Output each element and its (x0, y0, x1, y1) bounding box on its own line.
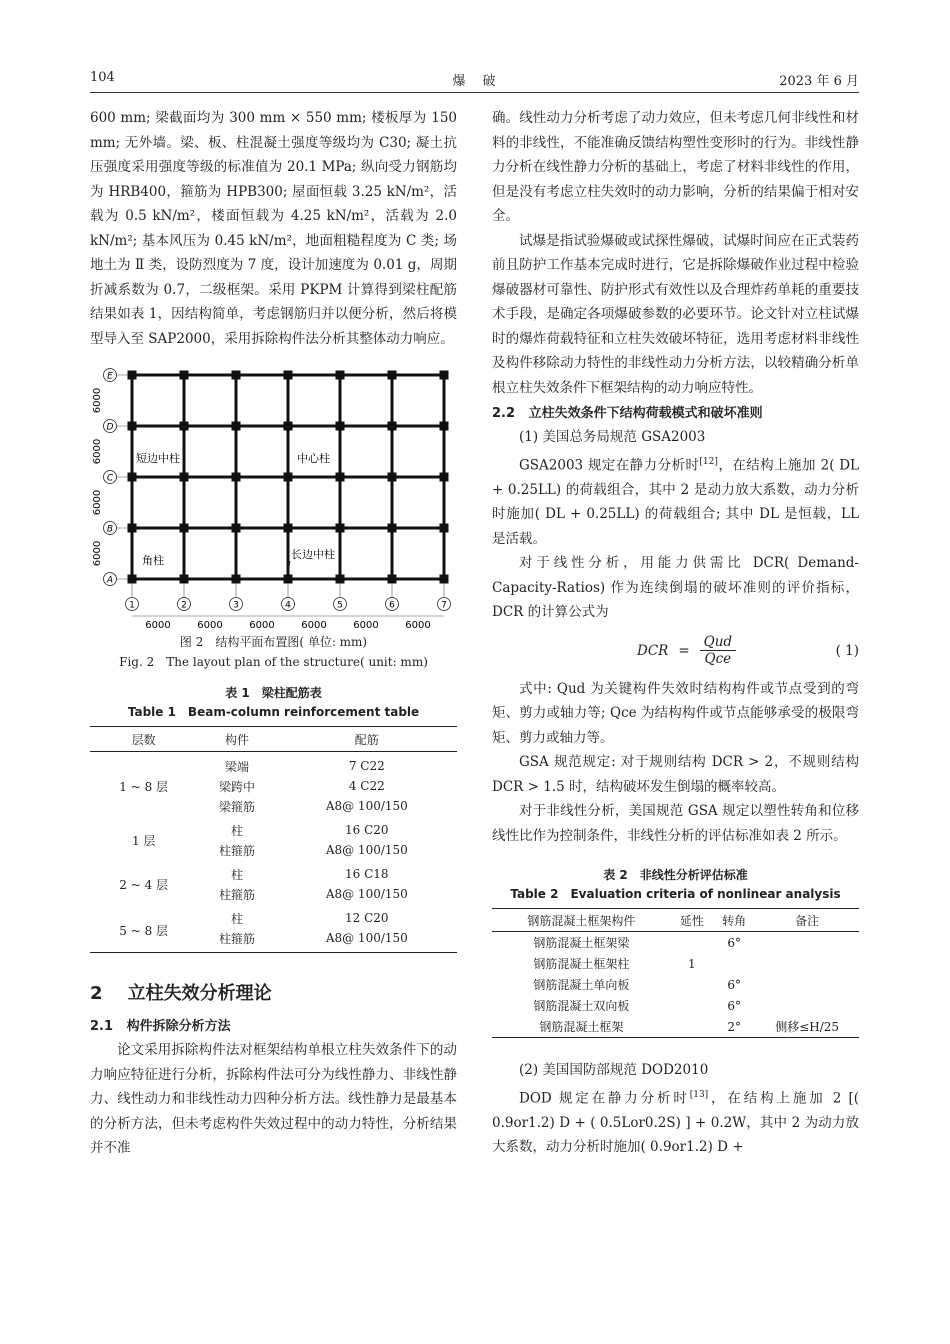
rebar-cell: 12 C20 (345, 911, 389, 925)
text-run: DOD 规定在静力分析时 (519, 1090, 690, 1106)
column-node (284, 575, 293, 584)
table-title-en: Table 2 Evaluation criteria of nonlinear analysis (510, 887, 841, 901)
page-number: 104 (90, 70, 115, 85)
column-axis-label: 6 (389, 600, 395, 611)
column-node (440, 473, 449, 482)
table-2 (492, 866, 859, 1038)
column-header: 延性 (671, 909, 713, 932)
list-item: (1) 美国总务局规范 GSA2003 (519, 429, 706, 445)
cell (713, 953, 755, 974)
label-short-edge-column: 短边中柱 (136, 452, 180, 465)
equation-fraction (700, 634, 736, 667)
issue-date: 2023 年 6 月 (779, 74, 859, 89)
cell (755, 974, 859, 995)
column-header: 备注 (755, 909, 859, 932)
label-long-edge-column: 长边中柱 (291, 548, 335, 561)
column-node (440, 371, 449, 380)
structure-plan-figure (90, 363, 457, 631)
column-dimension-label: 6000 (145, 620, 171, 631)
cell (755, 953, 859, 974)
floor-cell: 1 ~ 8 层 (119, 779, 169, 794)
citation: [12] (699, 456, 718, 467)
figure-caption-cn: 图 2 结构平面布置图( 单位: mm) (179, 635, 368, 649)
member-cell: 柱 (230, 867, 243, 882)
column-node (440, 524, 449, 533)
cell: 钢筋混凝土框架 (492, 1016, 671, 1038)
subsection-title: 构件拆除分析方法 (126, 1019, 231, 1034)
table-row (492, 995, 859, 1016)
table-row (492, 953, 859, 974)
column-axis-label: 7 (441, 600, 447, 611)
subsection-heading (90, 1015, 457, 1034)
column-axis-labels (126, 598, 451, 611)
table-row (492, 932, 859, 954)
subsection-number: 2.2 (492, 406, 516, 421)
subsection-title: 立柱失效条件下结构荷载模式和破坏准则 (528, 406, 763, 421)
member-cell: 梁跨中 (218, 779, 255, 794)
column-header: 配筋 (277, 727, 457, 752)
row-axis-label: C (106, 473, 114, 484)
row-dimension-label: 6000 (92, 489, 103, 516)
list-item: (2) 美国国防部规范 DOD2010 (519, 1062, 709, 1078)
column-header: 层数 (90, 727, 197, 752)
rebar-cell: 16 C20 (345, 823, 389, 837)
column-axis-label: 1 (129, 600, 135, 611)
column-node (128, 371, 137, 380)
rebar-cell: 16 C18 (345, 867, 389, 881)
column-dimension-label: 6000 (249, 620, 275, 631)
column-node (180, 473, 189, 482)
paragraph: 试爆是指试验爆破或试探性爆破，试爆时间应在正式装药前且防护工作基本完成时进行，它是拆除爆破作业过程中检验爆破器材可靠性、防护形式有效性以及合理炸药单耗的重要技术手段，是确定各项爆破参数的必要环节。论文针对立柱试爆时的爆炸荷载特征和立柱失效破坏特征，选用考虑材料非线性及构件移除动力特性的非线性动力分析方法，以较精确分析单根立柱失效条件下框架结构的动力响应特性。 (492, 232, 859, 396)
column-node (388, 422, 397, 431)
numerator: Qud (700, 634, 736, 651)
row-axis-label: B (106, 524, 114, 535)
column-node (440, 422, 449, 431)
column-node (232, 473, 241, 482)
cell (755, 995, 859, 1016)
denominator: Qce (704, 651, 732, 667)
floor-cell: 2 ~ 4 层 (119, 877, 169, 892)
cell (671, 995, 713, 1016)
row-axis-label: D (106, 422, 114, 433)
column-node (388, 371, 397, 380)
reinforcement-table (90, 726, 457, 953)
paragraph: 论文采用拆除构件法对框架结构单根立柱失效条件下的动力响应特征进行分析，拆除构件法可分为线性静力、非线性静力、线性动力和非线性动力四种分析方法。线性静力是最基本的分析方法，但未考虑构件失效过程中的动力特性，分析结果并不准 (90, 1042, 457, 1156)
table-title-cn: 表 1 梁柱配筋表 (225, 686, 322, 700)
column-node (388, 575, 397, 584)
column-node (336, 473, 345, 482)
column-node (440, 575, 449, 584)
paragraph: 对于非线性分析，美国规范 GSA 规定以塑性转角和位移线性比作为控制条件，非线性分析的评估标准如表 2 所示。 (492, 803, 859, 844)
table-row (90, 904, 457, 928)
table-row (492, 1016, 859, 1038)
cell: 钢筋混凝土单向板 (533, 978, 630, 992)
criteria-table (492, 908, 859, 1038)
right-column (492, 106, 859, 1160)
paragraph (492, 1083, 859, 1160)
column-node (180, 371, 189, 380)
rebar-cell: A8@ 100/150 (325, 887, 408, 901)
column-node (180, 575, 189, 584)
column-node (336, 371, 345, 380)
table-1 (90, 684, 457, 953)
row-dimension-label: 6000 (92, 438, 103, 465)
table-row (90, 816, 457, 840)
cell: 钢筋混凝土框架梁 (533, 936, 630, 950)
row-axis-labels (104, 369, 117, 586)
table-title-cn: 表 2 非线性分析评估标准 (603, 868, 748, 882)
cell (671, 1016, 713, 1038)
column-axis-label: 3 (233, 600, 239, 611)
cell: 钢筋混凝土框架柱 (533, 957, 630, 971)
column-header: 钢筋混凝土框架构件 (492, 909, 671, 932)
paragraph: GSA 规范规定: 对于规则结构 DCR > 2，不规则结构 DCR > 1.5 时，结构破坏发生倒塌的概率较高。 (492, 754, 859, 795)
rebar-cell: A8@ 100/150 (325, 799, 408, 813)
member-cell: 柱 (230, 911, 243, 926)
cell: 6° (727, 935, 741, 950)
journal-title: 爆 破 (452, 74, 498, 89)
column-node (232, 422, 241, 431)
rebar-cell: A8@ 100/150 (325, 843, 408, 857)
subsection-number: 2.1 (90, 1019, 114, 1034)
table-row (90, 860, 457, 884)
column-node (128, 575, 137, 584)
row-dimension-label: 6000 (92, 387, 103, 414)
cell (755, 932, 859, 954)
paragraph: 确。线性动力分析考虑了动力效应，但未考虑几何非线性和材料的非线性，不能准确反馈结构塑性变形时的行为。非线性静力分析在线性静力分析的基础上，考虑了材料非线性的作用，但是没有考虑立柱失效时的动力影响，分析的结果偏于相对安全。 (492, 110, 859, 224)
figure-2 (90, 363, 457, 672)
row-axis-label: A (106, 575, 114, 586)
cell: 1 (688, 956, 696, 971)
column-dimension-label: 6000 (197, 620, 223, 631)
left-column (90, 106, 457, 1161)
text-run: ，在结构上施加 2 [( 0.9or1.2) D + ( 0.5Lor0.2S) ] + 0.2W，其中 2 为动力放大系数，动力分析时施加( 0.9or1.2) D + (492, 1090, 859, 1155)
table-row (492, 974, 859, 995)
column-axis-label: 5 (337, 600, 343, 611)
column-node (232, 575, 241, 584)
equation-lhs: DCR (637, 642, 669, 659)
cell: 侧移≤H/25 (755, 1016, 859, 1038)
header-rule (90, 92, 859, 93)
column-axis-label: 2 (181, 600, 187, 611)
equation-number: ( 1) (835, 642, 859, 659)
beam-grid (110, 375, 444, 601)
paragraph: 600 mm; 梁截面均为 300 mm × 550 mm; 楼板厚为 150 mm; 无外墙。梁、板、柱混凝土强度等级均为 C30; 凝土抗压强度采用强度等级的标准值为 20.1 MPa; 纵向受力钢筋均为 HRB400，箍筋为 HPB300; 屋面恒载 3.25 kN/m²，活载为 0.5 kN/m²，楼面恒载为 4.25 kN/m²，活载为 2.0 kN/m²; 基本风压为 0.45 kN/m²，地面粗糙程度为 C 类; 场地土为 Ⅱ 类，设防烈度为 7 度，设计加速度为 0.01 g，周期折减系数为 0.7，二级框架。采用 PKPM 计算得到梁柱配筋结果如表 1，因结构简单，考虑钢筋归并以便分析，然后将模型导入至 SAP2000，采用拆除构件法分析其整体动力响应。 (90, 110, 457, 347)
column-node (180, 524, 189, 533)
member-cell: 柱箍筋 (218, 843, 255, 858)
column-node (336, 575, 345, 584)
citation: [13] (689, 1089, 709, 1100)
rebar-cell: A8@ 100/150 (277, 928, 457, 953)
equation-equals: = (678, 642, 690, 659)
label-center-column: 中心柱 (297, 452, 330, 465)
column-node (128, 524, 137, 533)
paragraph: 对于线性分析，用能力供需比 DCR( Demand-Capacity-Ratios) 作为连续倒塌的破坏准则的评价指标，DCR 的计算公式为 (492, 555, 859, 620)
column-header: 转角 (713, 909, 755, 932)
row-axis-label: E (107, 371, 113, 382)
text-run: GSA2003 规定在静力分析时 (519, 457, 700, 473)
column-node (336, 422, 345, 431)
column-node (284, 422, 293, 431)
floor-cell: 1 层 (131, 833, 156, 848)
cell: 2° (713, 1016, 755, 1038)
paragraph: 式中: Qud 为关键构件失效时结构构件或节点受到的弯矩、剪力或轴力等; Qce 为结构构件或节点能够承受的极限弯矩、剪力或轴力等。 (492, 680, 859, 746)
column-node (284, 473, 293, 482)
column-node (388, 524, 397, 533)
section-title: 立柱失效分析理论 (127, 983, 272, 1004)
table-row (90, 752, 457, 777)
label-corner-column: 角柱 (142, 554, 164, 567)
column-node (284, 371, 293, 380)
member-cell: 梁端 (224, 759, 249, 774)
column-node (128, 422, 137, 431)
member-cell: 柱箍筋 (197, 928, 276, 953)
text-run: ，在结构上施加 2( DL + 0.25LL) 的荷载组合，其中 2 是动力放大系数，动力分析时施加( DL + 0.25LL) 的荷载组合; 其中 DL 是恒载，LL 是活载。 (492, 457, 859, 547)
column-dimension-label: 6000 (301, 620, 327, 631)
row-dimension-label: 6000 (92, 540, 103, 567)
column-dimension-label: 6000 (405, 620, 431, 631)
member-cell: 梁箍筋 (218, 799, 255, 814)
column-node (284, 524, 293, 533)
column-node (232, 371, 241, 380)
cell: 6° (727, 977, 741, 992)
floor-cell: 5 ~ 8 层 (90, 904, 197, 953)
rebar-cell: 4 C22 (348, 779, 385, 793)
table-title-en: Table 1 Beam-column reinforcement table (127, 705, 420, 719)
cell (671, 932, 713, 954)
paragraph (492, 450, 859, 552)
rebar-cell: 7 C22 (348, 759, 385, 773)
column-node (128, 473, 137, 482)
column-node (180, 422, 189, 431)
section-number: 2 (90, 983, 103, 1004)
figure-caption-en: Fig. 2 The layout plan of the structure( unit: mm) (119, 655, 428, 669)
cell (671, 974, 713, 995)
column-dimension-label: 6000 (353, 620, 379, 631)
subsection-heading (492, 402, 859, 421)
cell: 钢筋混凝土双向板 (533, 999, 630, 1013)
section-heading (90, 979, 457, 1005)
column-node (232, 524, 241, 533)
column-axis-label: 4 (285, 600, 291, 611)
cell: 6° (727, 998, 741, 1013)
column-header: 构件 (197, 727, 276, 752)
member-cell: 柱 (230, 823, 243, 838)
column-node (336, 524, 345, 533)
equation-1 (492, 625, 859, 677)
member-cell: 柱箍筋 (218, 887, 255, 902)
column-node (388, 473, 397, 482)
